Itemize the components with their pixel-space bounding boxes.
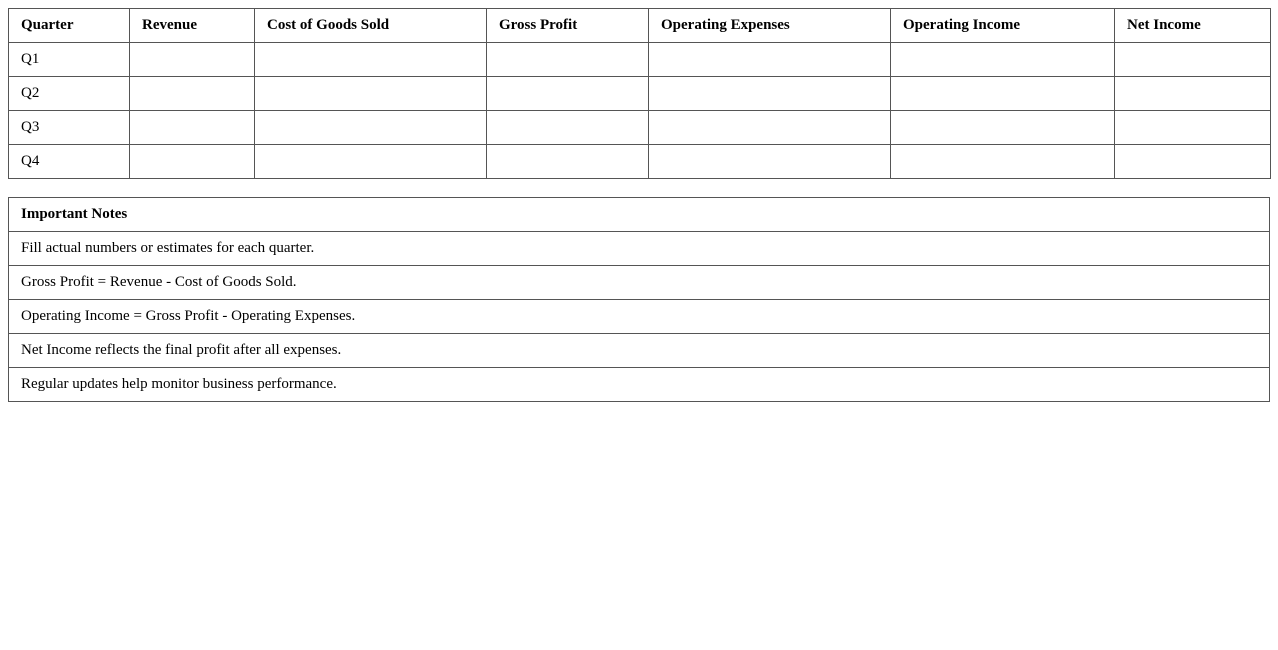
table-row xyxy=(9,43,1271,77)
cell-net-income[interactable] xyxy=(1115,145,1271,179)
cell-gross-profit[interactable] xyxy=(487,43,649,77)
cell-operating-expenses[interactable] xyxy=(649,43,891,77)
cell-revenue[interactable] xyxy=(130,111,255,145)
cell-operating-expenses[interactable] xyxy=(649,77,891,111)
cell-quarter: Q4 xyxy=(9,145,130,179)
cell-net-income[interactable] xyxy=(1115,43,1271,77)
cell-operating-expenses[interactable] xyxy=(649,145,891,179)
cell-operating-expenses[interactable] xyxy=(649,111,891,145)
header-revenue: Revenue xyxy=(130,9,255,43)
note-text: Operating Income = Gross Profit - Operating Expenses. xyxy=(9,300,1270,334)
table-header-row xyxy=(9,9,1271,43)
cell-operating-income[interactable] xyxy=(891,111,1115,145)
cell-cost-of-goods-sold[interactable] xyxy=(255,145,487,179)
table-row xyxy=(9,111,1271,145)
note-text: Net Income reflects the final profit after all expenses. xyxy=(9,334,1270,368)
cell-net-income[interactable] xyxy=(1115,111,1271,145)
list-item xyxy=(9,334,1270,368)
note-text: Fill actual numbers or estimates for each quarter. xyxy=(9,232,1270,266)
header-quarter: Quarter xyxy=(9,9,130,43)
cell-operating-income[interactable] xyxy=(891,77,1115,111)
list-item xyxy=(9,368,1270,402)
quarterly-financials-table xyxy=(8,8,1271,179)
cell-cost-of-goods-sold[interactable] xyxy=(255,77,487,111)
cell-cost-of-goods-sold[interactable] xyxy=(255,43,487,77)
note-text: Gross Profit = Revenue - Cost of Goods Sold. xyxy=(9,266,1270,300)
header-net-income: Net Income xyxy=(1115,9,1271,43)
cell-gross-profit[interactable] xyxy=(487,145,649,179)
cell-revenue[interactable] xyxy=(130,77,255,111)
cell-revenue[interactable] xyxy=(130,145,255,179)
cell-revenue[interactable] xyxy=(130,43,255,77)
cell-gross-profit[interactable] xyxy=(487,77,649,111)
cell-gross-profit[interactable] xyxy=(487,111,649,145)
important-notes-table xyxy=(8,197,1270,402)
note-text: Regular updates help monitor business performance. xyxy=(9,368,1270,402)
cell-quarter: Q3 xyxy=(9,111,130,145)
list-item xyxy=(9,300,1270,334)
cell-net-income[interactable] xyxy=(1115,77,1271,111)
header-operating-income: Operating Income xyxy=(891,9,1115,43)
cell-operating-income[interactable] xyxy=(891,43,1115,77)
cell-operating-income[interactable] xyxy=(891,145,1115,179)
list-item xyxy=(9,266,1270,300)
cell-quarter: Q1 xyxy=(9,43,130,77)
header-cost-of-goods-sold: Cost of Goods Sold xyxy=(255,9,487,43)
cell-cost-of-goods-sold[interactable] xyxy=(255,111,487,145)
header-gross-profit: Gross Profit xyxy=(487,9,649,43)
header-operating-expenses: Operating Expenses xyxy=(649,9,891,43)
notes-title: Important Notes xyxy=(9,198,1270,232)
table-row xyxy=(9,145,1271,179)
table-row xyxy=(9,77,1271,111)
list-item xyxy=(9,232,1270,266)
notes-header-row xyxy=(9,198,1270,232)
cell-quarter: Q2 xyxy=(9,77,130,111)
